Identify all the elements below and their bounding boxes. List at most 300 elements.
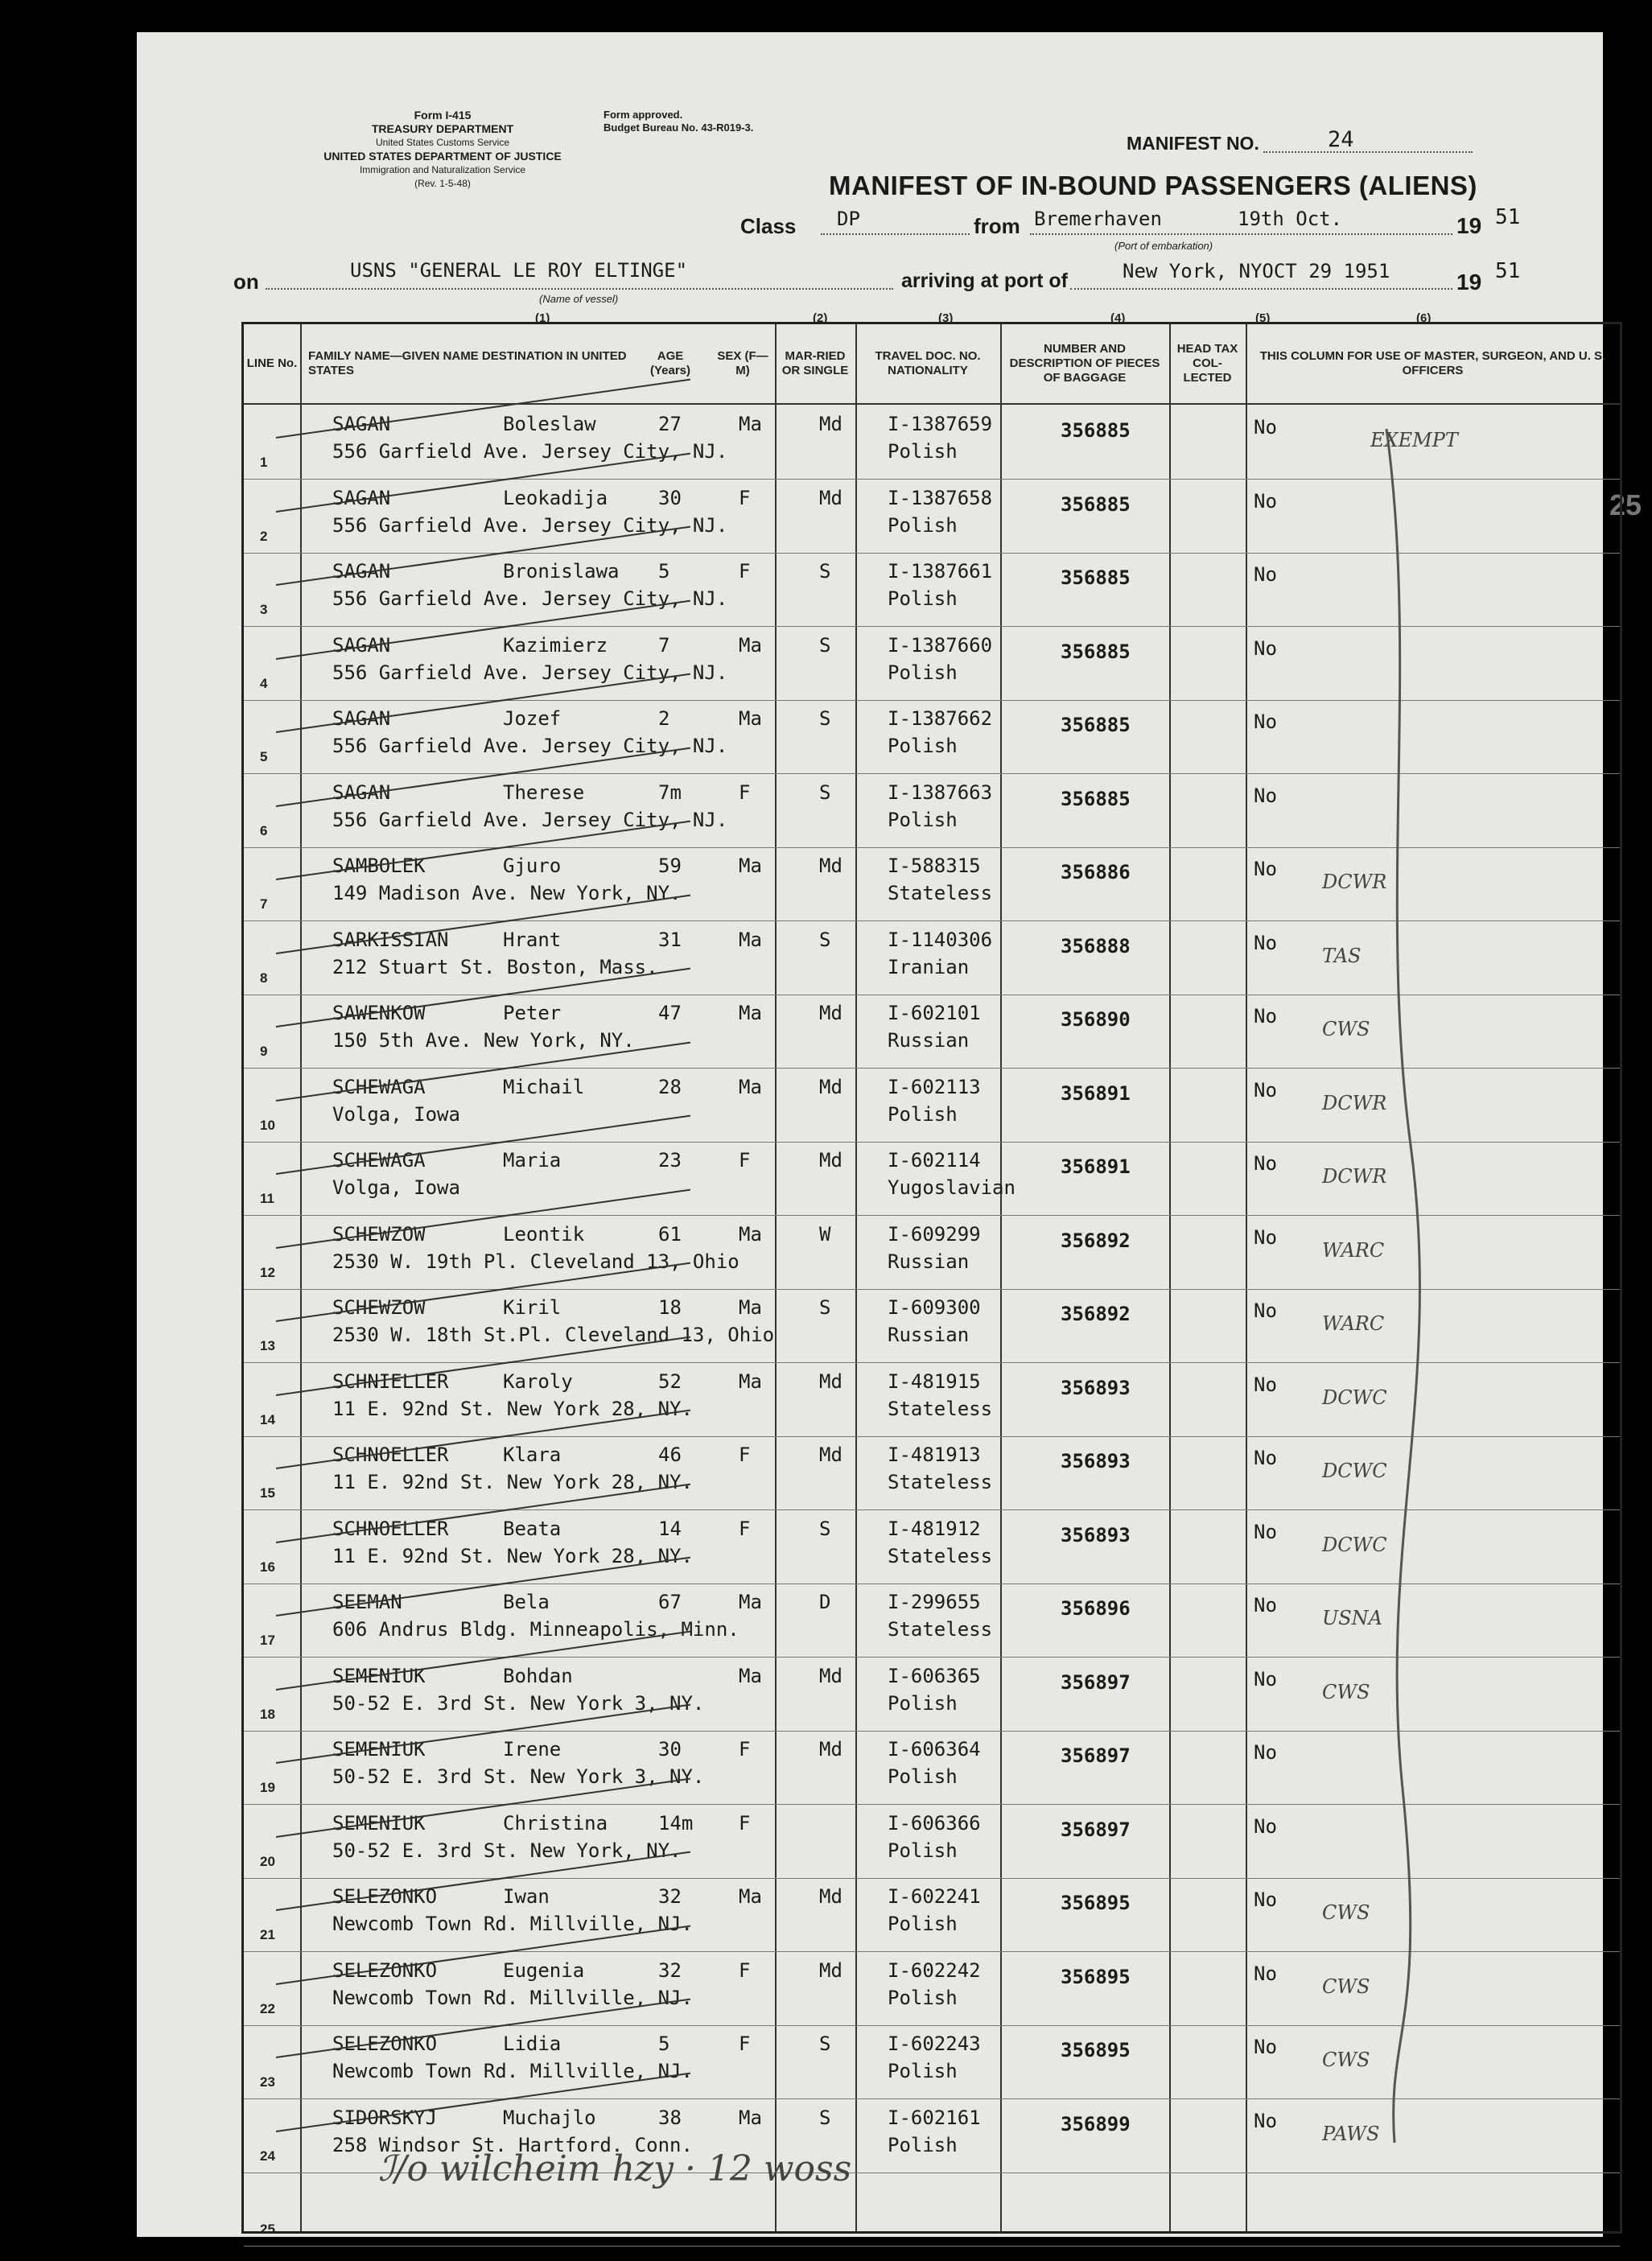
baggage-number: 356893 — [1061, 1450, 1131, 1472]
sex: Ma — [739, 1885, 762, 1908]
class-label: Class — [740, 214, 797, 238]
col-num-1: (1) — [535, 311, 550, 325]
embarkation-date: 19th Oct. — [1238, 208, 1343, 230]
travel-doc-no: I-481913 — [888, 1443, 981, 1466]
age: 52 — [658, 1369, 682, 1393]
head-tax: No — [1254, 636, 1277, 660]
family-name: SAGAN — [332, 707, 391, 730]
sex: F — [739, 486, 751, 509]
given-name: Eugenia — [503, 1958, 585, 1982]
line-number: 17 — [260, 1633, 275, 1648]
marital-status: Md — [819, 1738, 842, 1761]
nationality: Polish — [888, 1691, 958, 1715]
family-name: SAGAN — [332, 486, 391, 509]
baggage-number: 356892 — [1061, 1229, 1131, 1252]
sex: Ma — [739, 1664, 762, 1687]
given-name: Gjuro — [503, 855, 562, 877]
agency-treasury: TREASURY DEPARTMENT — [371, 122, 514, 135]
manifest-no-label: MANIFEST NO. — [1127, 133, 1259, 154]
sex: F — [739, 1517, 751, 1540]
nationality: Stateless — [888, 1397, 993, 1420]
given-name: Muchajlo — [503, 2106, 596, 2129]
head-tax: No — [1254, 1594, 1277, 1616]
officer-note: EXEMPT — [1370, 429, 1458, 451]
arrival-year-suffix: 51 — [1495, 259, 1521, 283]
sex: Ma — [739, 1591, 762, 1613]
age: 32 — [658, 1885, 682, 1908]
head-tax: No — [1254, 1078, 1277, 1102]
family-name: SCHEWZOW — [332, 1296, 426, 1319]
travel-doc-no: I-1387659 — [888, 413, 993, 435]
travel-doc-no: I-609299 — [888, 1222, 981, 1246]
baggage-number: 356891 — [1061, 1081, 1131, 1105]
family-name: SAMBOLEK — [332, 855, 426, 877]
destination: 556 Garfield Ave. Jersey City, NJ. — [332, 440, 728, 463]
destination: 258 Windsor St. Hartford. Conn. — [332, 2133, 693, 2156]
baggage-number: 356895 — [1061, 2039, 1131, 2061]
sex: F — [739, 1738, 751, 1761]
given-name: Therese — [503, 780, 585, 804]
sex: F — [739, 1811, 751, 1835]
col-officers: THIS COLUMN FOR USE OF MASTER, SURGEON, AND U. S. OFFICERS — [1259, 349, 1606, 377]
destination: 50-52 E. 3rd St. New York, NY. — [332, 1839, 682, 1862]
baggage-number: 356885 — [1061, 640, 1131, 663]
given-name: Kazimierz — [503, 633, 608, 657]
arrival-port: New York, NYOCT 29 1951 — [1123, 260, 1390, 282]
agency-customs: United States Customs Service — [375, 137, 510, 148]
nationality: Russian — [888, 1324, 970, 1346]
officer-note: DCWC — [1322, 1460, 1387, 1482]
nationality: Polish — [888, 1765, 958, 1788]
travel-doc-no: I-1387658 — [888, 486, 993, 509]
family-name: SARKISSIAN — [332, 928, 449, 951]
year-prefix: 19 — [1456, 213, 1482, 238]
officer-note: PAWS — [1322, 2122, 1380, 2145]
head-tax: No — [1254, 1373, 1277, 1396]
travel-doc-no: I-1387662 — [888, 707, 993, 730]
col-num-2: (2) — [813, 311, 828, 325]
nationality: Stateless — [888, 1544, 993, 1567]
approval-note — [604, 109, 753, 134]
line-number: 20 — [260, 1853, 275, 1869]
destination: Newcomb Town Rd. Millville, NJ. — [332, 2060, 693, 2082]
age: 32 — [658, 1958, 682, 1982]
age: 30 — [658, 486, 682, 509]
given-name: Leontik — [503, 1222, 585, 1246]
baggage-number: 356885 — [1061, 566, 1131, 589]
destination: 11 E. 92nd St. New York 28, NY. — [332, 1544, 693, 1567]
from-label: from — [974, 214, 1020, 238]
line-number: 23 — [260, 2074, 275, 2090]
age: 5 — [658, 2032, 670, 2055]
line-number: 22 — [260, 2000, 275, 2016]
nationality: Russian — [888, 1250, 970, 1273]
given-name: Kiril — [503, 1296, 562, 1319]
given-name: Karoly — [503, 1369, 573, 1393]
officer-note: DCWR — [1322, 1091, 1387, 1114]
handwritten-footer-signature: ℐ/o wilcheim hzy · 12 woss — [378, 2148, 852, 2189]
given-name: Christina — [503, 1811, 608, 1835]
baggage-number: 356895 — [1061, 1892, 1131, 1914]
age: 31 — [658, 928, 682, 951]
marital-status: S — [819, 1517, 831, 1540]
nationality: Polish — [888, 2133, 958, 2156]
destination: 2530 W. 19th Pl. Cleveland 13, Ohio — [332, 1250, 739, 1273]
age: 23 — [658, 1149, 682, 1172]
travel-doc-no: I-1387661 — [888, 560, 993, 583]
agency-justice: UNITED STATES DEPARTMENT OF JUSTICE — [323, 150, 562, 163]
nationality: Polish — [888, 661, 958, 684]
marital-status: S — [819, 560, 831, 583]
baggage-number: 356890 — [1061, 1008, 1131, 1031]
destination: Newcomb Town Rd. Millville, NJ. — [332, 1913, 693, 1935]
travel-doc-no: I-602241 — [888, 1885, 981, 1908]
line-number: 24 — [260, 2148, 275, 2164]
head-tax: No — [1254, 1520, 1277, 1543]
sex: F — [739, 2032, 751, 2055]
marital-status: Md — [819, 855, 842, 877]
margin-number: 25 — [1609, 488, 1642, 521]
col-num-5: (5) — [1255, 311, 1271, 325]
family-name: SCHNOELLER — [332, 1443, 449, 1466]
year-suffix: 51 — [1495, 205, 1521, 229]
baggage-number: 356897 — [1061, 1744, 1131, 1767]
line-number: 9 — [260, 1044, 268, 1059]
travel-doc-no: I-299655 — [888, 1591, 981, 1613]
col-head-tax: HEAD TAX COL-LECTED — [1176, 342, 1238, 385]
col-num-6: (6) — [1416, 311, 1432, 325]
nationality: Polish — [888, 1986, 958, 2009]
line-number: 11 — [260, 1191, 274, 1206]
baggage-number: 356899 — [1061, 2112, 1131, 2135]
marital-status: D — [819, 1591, 831, 1613]
officer-note: DCWC — [1322, 1533, 1387, 1556]
nationality: Polish — [888, 1839, 958, 1862]
head-tax: No — [1254, 2109, 1277, 2132]
age: 27 — [658, 413, 682, 435]
family-name: SCHEWZOW — [332, 1222, 426, 1246]
sex: Ma — [739, 1296, 762, 1319]
vessel-name: USNS "GENERAL LE ROY ELTINGE" — [350, 259, 688, 282]
marital-status: S — [819, 780, 831, 804]
head-tax: No — [1254, 1741, 1277, 1764]
family-name: SAGAN — [332, 780, 391, 804]
col-sex: SEX (F—M) — [717, 349, 768, 377]
sex: Ma — [739, 1222, 762, 1246]
given-name: Peter — [503, 1002, 562, 1024]
agency-ins: Immigration and Naturalization Service — [359, 164, 526, 175]
age: 5 — [658, 560, 670, 583]
head-tax: No — [1254, 710, 1277, 733]
officer-note: WARC — [1322, 1238, 1385, 1262]
head-tax: No — [1254, 931, 1277, 954]
approval-line: Form approved. — [604, 109, 683, 121]
baggage-number: 356885 — [1061, 714, 1131, 736]
given-name: Boleslaw — [503, 413, 596, 435]
family-name: SAGAN — [332, 633, 391, 657]
travel-doc-no: I-609300 — [888, 1296, 981, 1319]
officer-note: CWS — [1322, 1975, 1370, 1998]
col-married: MAR-RIED OR SINGLE — [781, 349, 849, 377]
form-identification — [233, 109, 652, 191]
age: 61 — [658, 1222, 682, 1246]
marital-status: Md — [819, 1075, 842, 1098]
line-number: 10 — [260, 1117, 275, 1133]
line-number: 13 — [260, 1338, 275, 1353]
officer-note: CWS — [1322, 1680, 1370, 1703]
destination: 556 Garfield Ave. Jersey City, NJ. — [332, 661, 728, 684]
family-name: SCHEWAGA — [332, 1149, 426, 1172]
family-name: SAWENKOW — [332, 1002, 426, 1024]
sex: Ma — [739, 707, 762, 730]
family-name: SEMENIUK — [332, 1738, 426, 1761]
baggage-number: 356897 — [1061, 1818, 1131, 1841]
nationality: Polish — [888, 587, 958, 610]
marital-status: S — [819, 1296, 831, 1319]
given-name: Hrant — [503, 928, 562, 951]
travel-doc-no: I-1387663 — [888, 780, 993, 804]
given-name: Beata — [503, 1517, 562, 1540]
line-number: 18 — [260, 1706, 275, 1722]
family-name: SIDORSKYJ — [332, 2106, 438, 2129]
baggage-number: 356897 — [1061, 1670, 1131, 1694]
destination: 556 Garfield Ave. Jersey City, NJ. — [332, 513, 728, 537]
form-revision: (Rev. 1-5-48) — [414, 178, 471, 189]
baggage-number: 356885 — [1061, 419, 1131, 442]
marital-status: S — [819, 707, 831, 730]
nationality: Polish — [888, 735, 958, 757]
sex: F — [739, 1958, 751, 1982]
nationality: Polish — [888, 440, 958, 463]
page-title: MANIFEST OF IN-BOUND PASSENGERS (ALIENS) — [829, 171, 1477, 200]
line-number: 6 — [260, 822, 268, 838]
arriving-label: arriving at port of — [901, 270, 1068, 292]
col-num-4: (4) — [1110, 311, 1126, 325]
marital-status: Md — [819, 1002, 842, 1024]
baggage-number: 356888 — [1061, 934, 1131, 958]
travel-doc-no: I-481915 — [888, 1369, 981, 1393]
head-tax: No — [1254, 1667, 1277, 1691]
nationality: Stateless — [888, 1471, 993, 1493]
nationality: Polish — [888, 1913, 958, 1935]
travel-doc-no: I-606365 — [888, 1664, 981, 1687]
nationality: Yugoslavian — [888, 1176, 1016, 1199]
manifest-no-value: 24 — [1328, 127, 1354, 152]
age: 14 — [658, 1517, 682, 1540]
head-tax: No — [1254, 1152, 1277, 1175]
line-number: 3 — [260, 602, 268, 617]
marital-status: S — [819, 633, 831, 657]
head-tax: No — [1254, 858, 1277, 880]
manifest-page — [137, 32, 1642, 2237]
destination: 50-52 E. 3rd St. New York 3, NY. — [332, 1691, 705, 1715]
marital-status: Md — [819, 1885, 842, 1908]
marital-status: Md — [819, 1664, 842, 1687]
age: 46 — [658, 1443, 682, 1466]
given-name: Klara — [503, 1443, 562, 1466]
nationality: Stateless — [888, 1618, 993, 1641]
age: 28 — [658, 1075, 682, 1098]
given-name: Bela — [503, 1591, 550, 1613]
age: 7m — [658, 780, 682, 804]
destination: 606 Andrus Bldg. Minneapolis, Minn. — [332, 1618, 739, 1641]
embarkation-port: Bremerhaven — [1034, 208, 1162, 230]
baggage-number: 356885 — [1061, 787, 1131, 810]
arrival-year-prefix: 19 — [1456, 270, 1482, 294]
sex: Ma — [739, 1075, 762, 1098]
baggage-number: 356896 — [1061, 1597, 1131, 1620]
sex: Ma — [739, 633, 762, 657]
travel-doc-no: I-1140306 — [888, 928, 993, 951]
given-name: Michail — [503, 1075, 585, 1098]
head-tax: No — [1254, 1225, 1277, 1249]
head-tax: No — [1254, 2036, 1277, 2058]
marital-status: Md — [819, 1149, 842, 1172]
given-name: Bohdan — [503, 1664, 573, 1687]
destination: 212 Stuart St. Boston, Mass. — [332, 955, 658, 978]
sex: Ma — [739, 1002, 762, 1024]
destination: 149 Madison Ave. New York, NY. — [332, 882, 682, 904]
travel-doc-no: I-606364 — [888, 1738, 981, 1761]
marital-status: W — [819, 1222, 831, 1246]
given-name: Irene — [503, 1738, 562, 1761]
marital-status: S — [819, 2106, 831, 2129]
given-name: Leokadija — [503, 486, 608, 509]
travel-doc-no: I-602161 — [888, 2106, 981, 2129]
sex: Ma — [739, 413, 762, 435]
line-number: 1 — [260, 455, 268, 470]
col-age: AGE (Years) — [649, 349, 691, 377]
nationality: Polish — [888, 1102, 958, 1126]
destination: 150 5th Ave. New York, NY. — [332, 1029, 635, 1052]
col-baggage: NUMBER AND DESCRIPTION OF PIECES OF BAGGAGE — [1009, 342, 1160, 385]
line-number: 8 — [260, 970, 268, 986]
col-name: FAMILY NAME—GIVEN NAME DESTINATION IN UNITED STATES — [308, 349, 627, 377]
officer-note: DCWC — [1322, 1386, 1387, 1409]
baggage-number: 356893 — [1061, 1523, 1131, 1546]
age: 38 — [658, 2106, 682, 2129]
age: 47 — [658, 1002, 682, 1024]
pencil-mark-line — [1370, 421, 1443, 2151]
family-name: SELEZONKO — [332, 1958, 438, 1982]
destination: 556 Garfield Ave. Jersey City, NJ. — [332, 735, 728, 757]
nationality: Iranian — [888, 955, 970, 978]
age: 30 — [658, 1738, 682, 1761]
destination: Volga, Iowa — [332, 1102, 460, 1126]
line-number: 7 — [260, 896, 268, 912]
baggage-number: 356886 — [1061, 861, 1131, 883]
travel-doc-no: I-602242 — [888, 1958, 981, 1982]
on-label: on — [233, 270, 259, 294]
marital-status: Md — [819, 1443, 842, 1466]
officer-note: CWS — [1322, 1018, 1370, 1040]
travel-doc-no: I-602113 — [888, 1075, 981, 1098]
head-tax: No — [1254, 1005, 1277, 1028]
head-tax: No — [1254, 489, 1277, 513]
destination: Newcomb Town Rd. Millville, NJ. — [332, 1986, 693, 2009]
baggage-number: 356893 — [1061, 1376, 1131, 1399]
age: 67 — [658, 1591, 682, 1613]
destination: 2530 W. 18th St.Pl. Cleveland 13, Ohio — [332, 1324, 775, 1346]
form-number: Form I-415 — [414, 109, 472, 121]
head-tax: No — [1254, 1299, 1277, 1322]
sex: F — [739, 1443, 751, 1466]
family-name: SAGAN — [332, 560, 391, 583]
passenger-table — [241, 322, 1622, 2237]
vessel-caption: (Name of vessel) — [539, 293, 619, 305]
family-name: SAGAN — [332, 413, 391, 435]
budget-bureau-line: Budget Bureau No. 43-R019-3. — [604, 121, 754, 134]
travel-doc-no: I-602101 — [888, 1002, 981, 1024]
baggage-number: 356891 — [1061, 1155, 1131, 1178]
marital-status: S — [819, 928, 831, 951]
nationality: Polish — [888, 808, 958, 831]
line-number: 4 — [260, 675, 268, 691]
sex: Ma — [739, 1369, 762, 1393]
line-number: 14 — [260, 1411, 275, 1427]
nationality: Polish — [888, 2060, 958, 2082]
officer-note: USNA — [1322, 1607, 1382, 1629]
line-number: 15 — [260, 1485, 275, 1501]
age: 14m — [658, 1811, 694, 1835]
family-name: SELEZONKO — [332, 1885, 438, 1908]
sex: Ma — [739, 928, 762, 951]
head-tax: No — [1254, 784, 1277, 807]
given-name: Jozef — [503, 707, 562, 730]
destination: 556 Garfield Ave. Jersey City, NJ. — [332, 808, 728, 831]
baggage-number: 356885 — [1061, 492, 1131, 516]
baggage-number: 356895 — [1061, 1965, 1131, 1988]
sex: Ma — [739, 2106, 762, 2129]
line-number: 12 — [260, 1264, 275, 1280]
embarkation-caption: (Port of embarkation) — [1114, 240, 1213, 252]
destination: 11 E. 92nd St. New York 28, NY. — [332, 1471, 693, 1493]
age: 7 — [658, 633, 670, 657]
nationality: Russian — [888, 1029, 970, 1052]
marital-status: Md — [819, 413, 842, 435]
head-tax: No — [1254, 1888, 1277, 1911]
officer-note: DCWR — [1322, 1165, 1387, 1188]
destination: Volga, Iowa — [332, 1176, 460, 1199]
travel-doc-no: I-606366 — [888, 1811, 981, 1835]
family-name: SCHNOELLER — [332, 1517, 449, 1540]
officer-note: CWS — [1322, 2049, 1370, 2071]
given-name: Lidia — [503, 2032, 562, 2055]
head-tax: No — [1254, 1447, 1277, 1469]
travel-doc-no: I-602243 — [888, 2032, 981, 2055]
age: 18 — [658, 1296, 682, 1319]
officer-note: CWS — [1322, 1901, 1370, 1924]
marital-status: Md — [819, 1958, 842, 1982]
col-num-3: (3) — [938, 311, 954, 325]
nationality: Polish — [888, 513, 958, 537]
officer-note: TAS — [1322, 944, 1362, 967]
age: 59 — [658, 855, 682, 877]
destination: 556 Garfield Ave. Jersey City, NJ. — [332, 587, 728, 610]
officer-note: DCWR — [1322, 871, 1387, 893]
line-number: 5 — [260, 749, 268, 764]
col-travel-doc: TRAVEL DOC. NO. NATIONALITY — [875, 349, 981, 377]
family-name: SEMENIUK — [332, 1664, 426, 1687]
family-name: SEMENIUK — [332, 1811, 426, 1835]
family-name: SELEZONKO — [332, 2032, 438, 2055]
head-tax: No — [1254, 1962, 1277, 1985]
sex: Ma — [739, 855, 762, 877]
family-name: SEEMAN — [332, 1591, 402, 1613]
line-number: 2 — [260, 528, 268, 544]
nationality: Stateless — [888, 882, 993, 904]
marital-status: S — [819, 2032, 831, 2055]
